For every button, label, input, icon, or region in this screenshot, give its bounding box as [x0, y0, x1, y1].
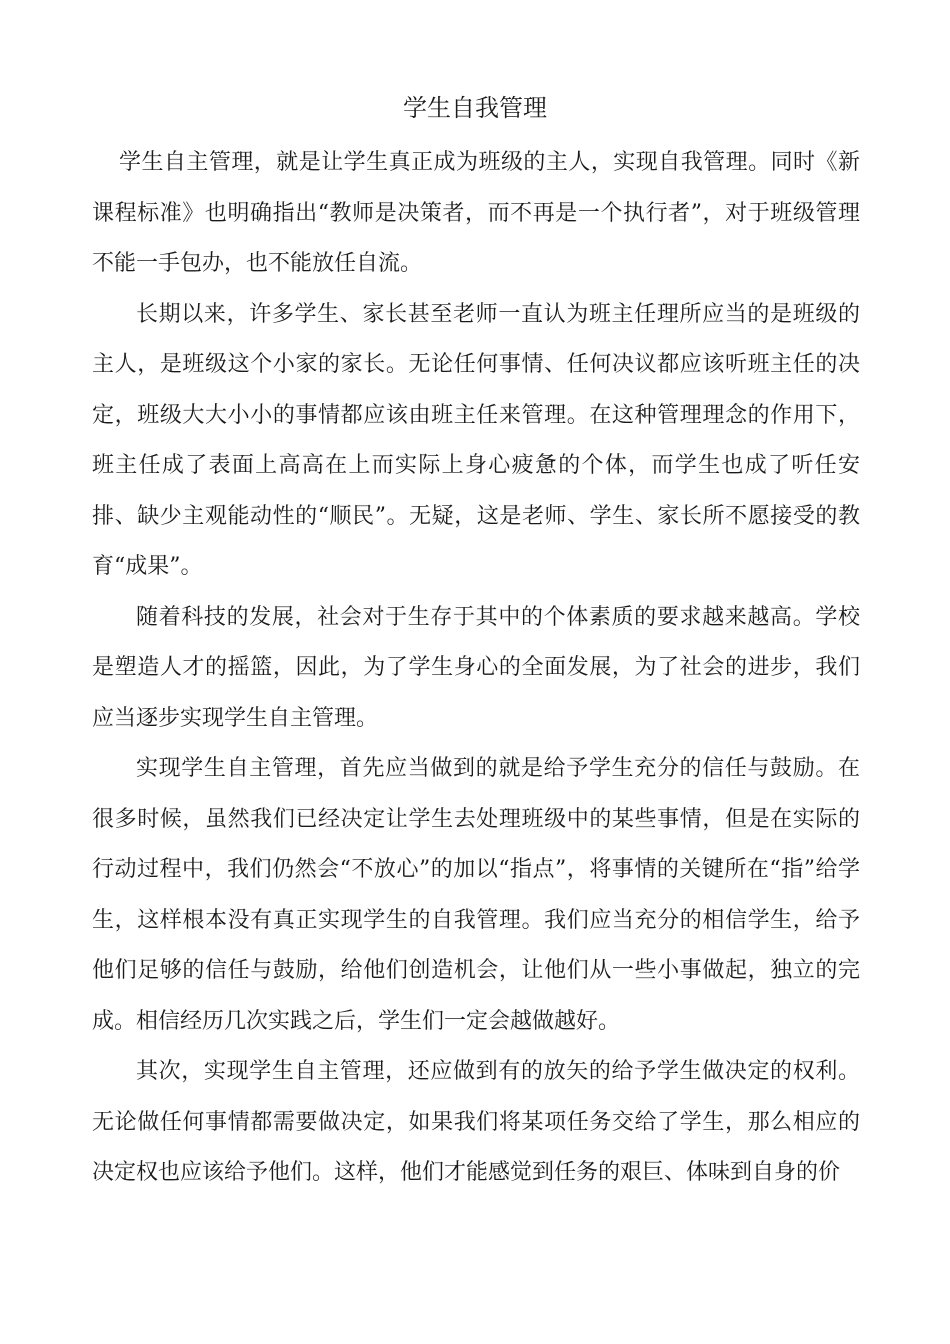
document-title: 学生自我管理	[403, 94, 547, 122]
paragraph-4: 实现学生自主管理，首先应当做到的就是给予学生充分的信任与鼓励。在很多时候，虽然我们已经决定让学生去处理班级中的某些事情，但是在实际的行动过程中，我们仍然会“不放心”的加以“指点”，将事情的关键所在“指”给学生，这样根本没有真正实现学生的自我管理。我们应当充分的相信学生，给予他们足够的信任与鼓励，给他们创造机会，让他们从一些小事做起，独立的完成。相信经历几次实践之后，学生们一定会越做越好。	[92, 756, 860, 1034]
paragraph-2: 长期以来，许多学生、家长甚至老师一直认为班主任理所应当的是班级的主人，是班级这个小家的家长。无论任何事情、任何决议都应该听班主任的决定，班级大大小小的事情都应该由班主任来管理。在这种管理理念的作用下，班主任成了表面上高高在上而实际上身心疲惫的个体，而学生也成了听任安排、缺少主观能动性的“顺民”。无疑，这是老师、学生、家长所不愿接受的教育“成果”。	[92, 301, 860, 579]
paragraph-1: 学生自主管理，就是让学生真正成为班级的主人，实现自我管理。同时《新课程标准》也明确指出“教师是决策者，而不再是一个执行者”，对于班级管理不能一手包办，也不能放任自流。	[92, 150, 860, 276]
paragraph-5: 其次，实现学生自主管理，还应做到有的放矢的给予学生做决定的权利。无论做任何事情都需要做决定，如果我们将某项任务交给了学生，那么相应的决定权也应该给予他们。这样，他们才能感觉到任务的艰巨、体味到自身的价	[92, 1059, 860, 1185]
paragraph-3: 随着科技的发展，社会对于生存于其中的个体素质的要求越来越高。学校是塑造人才的摇篮，因此，为了学生身心的全面发展，为了社会的进步，我们应当逐步实现学生自主管理。	[92, 604, 860, 731]
document-body	[92, 138, 860, 1199]
